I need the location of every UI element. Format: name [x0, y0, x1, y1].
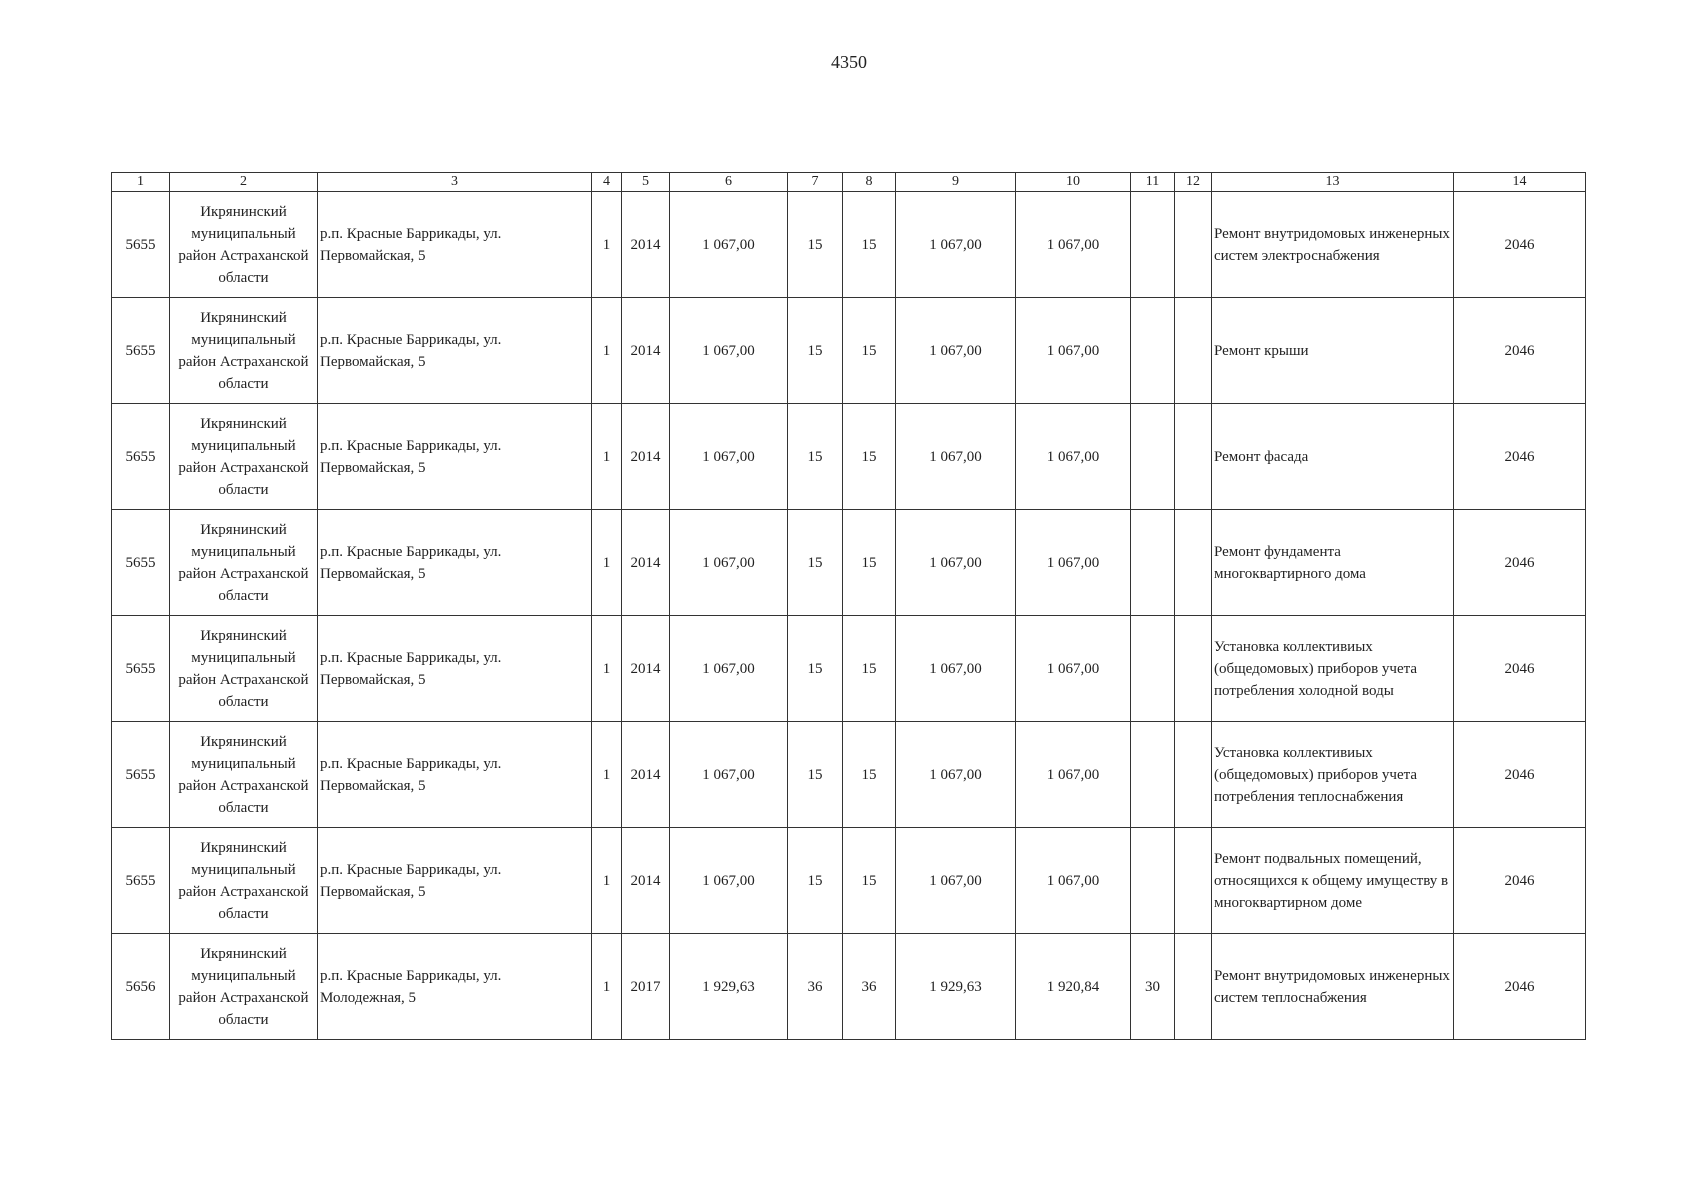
- col7-cell: 15: [788, 616, 843, 722]
- col10-cell: 1 067,00: [1016, 828, 1131, 934]
- year-cell: 2014: [622, 192, 670, 298]
- object-id-cell: 5655: [112, 828, 170, 934]
- col11-cell: [1131, 828, 1175, 934]
- planned-year-cell: 2046: [1454, 934, 1586, 1040]
- col12-cell: [1175, 828, 1212, 934]
- col7-cell: 15: [788, 192, 843, 298]
- col11-cell: 30: [1131, 934, 1175, 1040]
- col11-cell: [1131, 404, 1175, 510]
- col8-cell: 15: [843, 404, 896, 510]
- planned-year-cell: 2046: [1454, 510, 1586, 616]
- col12-cell: [1175, 192, 1212, 298]
- work-type-cell: Установка коллективиых (общедомовых) приборов учета потребления холодной воды: [1212, 616, 1454, 722]
- col9-cell: 1 067,00: [896, 828, 1016, 934]
- area-cell: 1 067,00: [670, 404, 788, 510]
- col10-cell: 1 067,00: [1016, 404, 1131, 510]
- col9-cell: 1 067,00: [896, 616, 1016, 722]
- col8-cell: 15: [843, 298, 896, 404]
- address-cell: р.п. Красные Баррикады, ул. Первомайская, 5: [318, 828, 592, 934]
- col9-cell: 1 067,00: [896, 722, 1016, 828]
- table-row: [112, 404, 1586, 510]
- column-header-12: 12: [1175, 173, 1212, 192]
- year-cell: 2017: [622, 934, 670, 1040]
- work-type-cell: Ремонт подвальных помещений, относящихся к общему имуществу в многоквартирном доме: [1212, 828, 1454, 934]
- address-cell: р.п. Красные Баррикады, ул. Молодежная, 5: [318, 934, 592, 1040]
- col12-cell: [1175, 934, 1212, 1040]
- column-header-14: 14: [1454, 173, 1586, 192]
- municipality-cell: Икрянинский муниципальный район Астраханской области: [170, 404, 318, 510]
- address-cell: р.п. Красные Баррикады, ул. Первомайская, 5: [318, 298, 592, 404]
- planned-year-cell: 2046: [1454, 616, 1586, 722]
- table-row: [112, 828, 1586, 934]
- area-cell: 1 067,00: [670, 510, 788, 616]
- table-row: [112, 934, 1586, 1040]
- column-header-13: 13: [1212, 173, 1454, 192]
- table-row: [112, 722, 1586, 828]
- col12-cell: [1175, 510, 1212, 616]
- col4-cell: 1: [592, 722, 622, 828]
- col9-cell: 1 067,00: [896, 192, 1016, 298]
- col10-cell: 1 067,00: [1016, 616, 1131, 722]
- col8-cell: 15: [843, 722, 896, 828]
- address-cell: р.п. Красные Баррикады, ул. Первомайская, 5: [318, 192, 592, 298]
- municipality-cell: Икрянинский муниципальный район Астраханской области: [170, 298, 318, 404]
- area-cell: 1 067,00: [670, 828, 788, 934]
- year-cell: 2014: [622, 722, 670, 828]
- col7-cell: 15: [788, 828, 843, 934]
- planned-year-cell: 2046: [1454, 828, 1586, 934]
- municipality-cell: Икрянинский муниципальный район Астраханской области: [170, 616, 318, 722]
- year-cell: 2014: [622, 616, 670, 722]
- col12-cell: [1175, 298, 1212, 404]
- object-id-cell: 5655: [112, 298, 170, 404]
- table-body: [112, 192, 1586, 1040]
- col9-cell: 1 929,63: [896, 934, 1016, 1040]
- col7-cell: 15: [788, 298, 843, 404]
- municipality-cell: Икрянинский муниципальный район Астраханской области: [170, 192, 318, 298]
- table-row: [112, 616, 1586, 722]
- address-cell: р.п. Красные Баррикады, ул. Первомайская, 5: [318, 510, 592, 616]
- col8-cell: 15: [843, 828, 896, 934]
- year-cell: 2014: [622, 828, 670, 934]
- municipality-cell: Икрянинский муниципальный район Астраханской области: [170, 828, 318, 934]
- column-header-2: 2: [170, 173, 318, 192]
- municipality-cell: Икрянинский муниципальный район Астраханской области: [170, 510, 318, 616]
- planned-year-cell: 2046: [1454, 404, 1586, 510]
- column-header-3: 3: [318, 173, 592, 192]
- col8-cell: 36: [843, 934, 896, 1040]
- col7-cell: 15: [788, 722, 843, 828]
- table-row: [112, 510, 1586, 616]
- col11-cell: [1131, 298, 1175, 404]
- planned-year-cell: 2046: [1454, 298, 1586, 404]
- col4-cell: 1: [592, 616, 622, 722]
- col4-cell: 1: [592, 298, 622, 404]
- col11-cell: [1131, 616, 1175, 722]
- area-cell: 1 067,00: [670, 722, 788, 828]
- planned-year-cell: 2046: [1454, 192, 1586, 298]
- address-cell: р.п. Красные Баррикады, ул. Первомайская, 5: [318, 404, 592, 510]
- object-id-cell: 5655: [112, 192, 170, 298]
- column-header-8: 8: [843, 173, 896, 192]
- address-cell: р.п. Красные Баррикады, ул. Первомайская, 5: [318, 722, 592, 828]
- work-type-cell: Ремонт внутридомовых инженерных систем теплоснабжения: [1212, 934, 1454, 1040]
- area-cell: 1 067,00: [670, 192, 788, 298]
- col9-cell: 1 067,00: [896, 404, 1016, 510]
- col10-cell: 1 067,00: [1016, 510, 1131, 616]
- col10-cell: 1 920,84: [1016, 934, 1131, 1040]
- col9-cell: 1 067,00: [896, 510, 1016, 616]
- col9-cell: 1 067,00: [896, 298, 1016, 404]
- area-cell: 1 067,00: [670, 616, 788, 722]
- area-cell: 1 067,00: [670, 298, 788, 404]
- column-header-6: 6: [670, 173, 788, 192]
- object-id-cell: 5655: [112, 616, 170, 722]
- col11-cell: [1131, 510, 1175, 616]
- year-cell: 2014: [622, 510, 670, 616]
- municipality-cell: Икрянинский муниципальный район Астраханской области: [170, 934, 318, 1040]
- municipality-cell: Икрянинский муниципальный район Астраханской области: [170, 722, 318, 828]
- work-type-cell: Ремонт фасада: [1212, 404, 1454, 510]
- column-header-1: 1: [112, 173, 170, 192]
- column-header-9: 9: [896, 173, 1016, 192]
- work-type-cell: Ремонт внутридомовых инженерных систем электроснабжения: [1212, 192, 1454, 298]
- col10-cell: 1 067,00: [1016, 298, 1131, 404]
- planned-year-cell: 2046: [1454, 722, 1586, 828]
- year-cell: 2014: [622, 404, 670, 510]
- col4-cell: 1: [592, 828, 622, 934]
- col7-cell: 15: [788, 510, 843, 616]
- table-row: [112, 192, 1586, 298]
- column-header-10: 10: [1016, 173, 1131, 192]
- col7-cell: 36: [788, 934, 843, 1040]
- col10-cell: 1 067,00: [1016, 192, 1131, 298]
- col12-cell: [1175, 616, 1212, 722]
- area-cell: 1 929,63: [670, 934, 788, 1040]
- col4-cell: 1: [592, 510, 622, 616]
- work-type-cell: Ремонт фундамента многоквартирного дома: [1212, 510, 1454, 616]
- column-header-4: 4: [592, 173, 622, 192]
- col12-cell: [1175, 722, 1212, 828]
- col8-cell: 15: [843, 616, 896, 722]
- work-type-cell: Ремонт крыши: [1212, 298, 1454, 404]
- column-number-row: [112, 173, 1586, 192]
- col10-cell: 1 067,00: [1016, 722, 1131, 828]
- col11-cell: [1131, 722, 1175, 828]
- col12-cell: [1175, 404, 1212, 510]
- col8-cell: 15: [843, 192, 896, 298]
- col4-cell: 1: [592, 934, 622, 1040]
- address-cell: р.п. Красные Баррикады, ул. Первомайская, 5: [318, 616, 592, 722]
- col7-cell: 15: [788, 404, 843, 510]
- repair-program-table: [111, 172, 1586, 1040]
- column-header-11: 11: [1131, 173, 1175, 192]
- col11-cell: [1131, 192, 1175, 298]
- object-id-cell: 5655: [112, 722, 170, 828]
- object-id-cell: 5656: [112, 934, 170, 1040]
- col4-cell: 1: [592, 404, 622, 510]
- object-id-cell: 5655: [112, 510, 170, 616]
- page-number: 4350: [831, 52, 867, 72]
- year-cell: 2014: [622, 298, 670, 404]
- col4-cell: 1: [592, 192, 622, 298]
- work-type-cell: Установка коллективиых (общедомовых) приборов учета потребления теплоснабжения: [1212, 722, 1454, 828]
- column-header-7: 7: [788, 173, 843, 192]
- column-header-5: 5: [622, 173, 670, 192]
- object-id-cell: 5655: [112, 404, 170, 510]
- col8-cell: 15: [843, 510, 896, 616]
- table-row: [112, 298, 1586, 404]
